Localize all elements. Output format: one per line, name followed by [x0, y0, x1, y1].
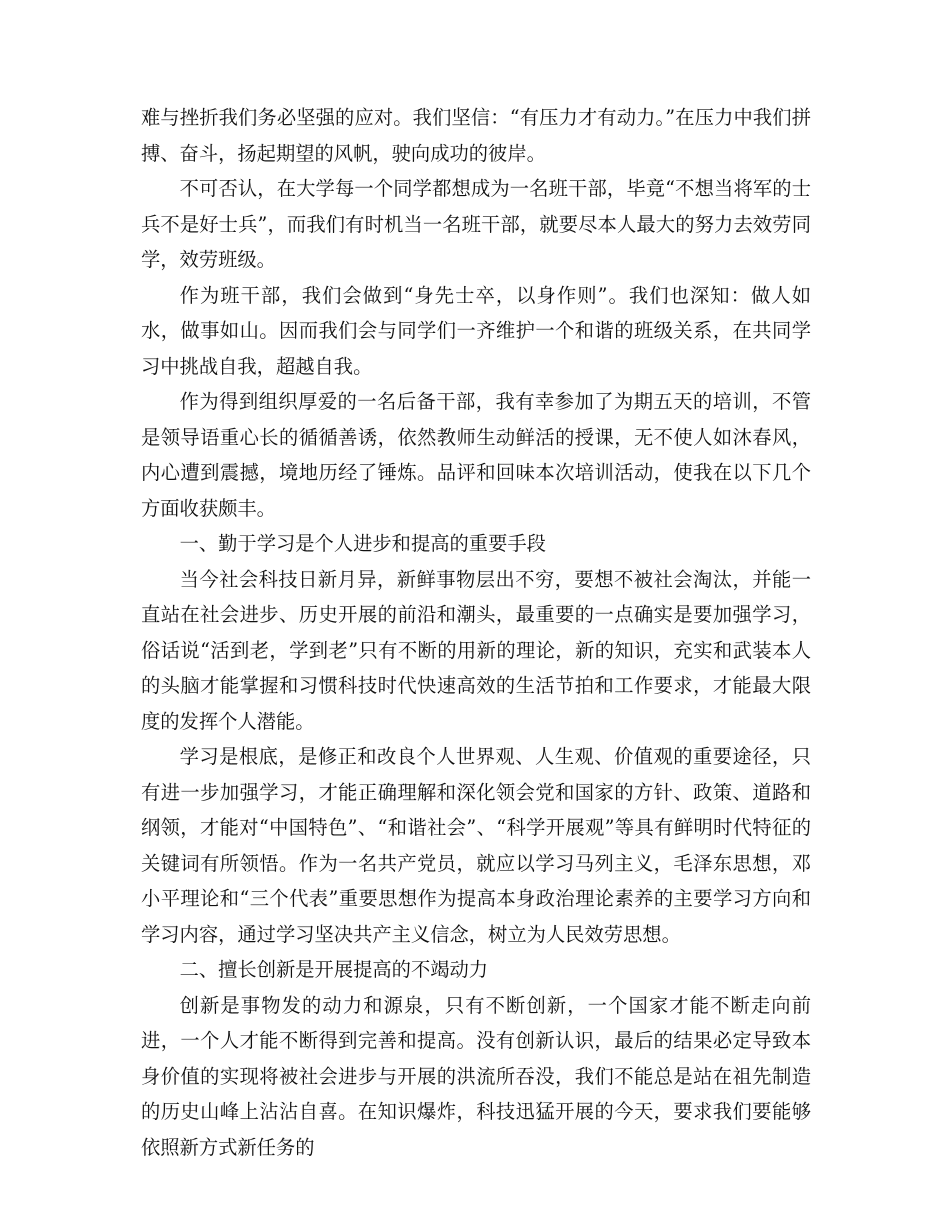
- document-page: [141, 100, 811, 1165]
- section-heading: 一、勤于学习是个人进步和提高的重要手段: [179, 532, 546, 555]
- paragraph: 当今社会科技日新月异，新鲜事物层出不穷，要想不被社会淘汰，并能一直站在社会进步、历史开展的前沿和潮头，最重要的一点确实是要加强学习，俗话说“活到老，学到老”只有不断的用新的理论，新的知识，充实和武装本人的头脑才能掌握和习惯科技时代快速高效的生活节拍和工作要求，才能最大限度的发挥个人潜能。: [141, 567, 811, 733]
- paragraph: 学习是根底，是修正和改良个人世界观、人生观、价值观的重要途径，只有进一步加强学习，才能正确理解和深化领会党和国家的方针、政策、道路和纲领，才能对“中国特色”、“和谐社会”、“科学开展观”等具有鲜明时代特征的关键词有所领悟。作为一名共产党员，就应以学习马列主义，毛泽东思想，邓小平理论和“三个代表”重要思想作为提高本身政治理论素养的主要学习方向和学习内容，通过学习坚决共产主义信念，树立为人民效劳思想。: [141, 745, 811, 946]
- paragraph: 作为班干部，我们会做到“身先士卒，以身作则”。我们也深知：做人如水，做事如山。因而我们会与同学们一齐维护一个和谐的班级关系，在共同学习中挑战自我，超越自我。: [141, 283, 811, 378]
- paragraph: 创新是事物发的动力和源泉，只有不断创新，一个国家才能不断走向前进，一个人才能不断得到完善和提高。没有创新认识，最后的结果必定导致本身价值的实现将被社会进步与开展的洪流所吞没，我们不能总是站在祖先制造的历史山峰上沾沾自喜。在知识爆炸，科技迅猛开展的今天，要求我们要能够依照新方式新任务的: [141, 993, 811, 1159]
- section-heading: 二、擅长创新是开展提高的不竭动力: [179, 958, 489, 981]
- paragraph: 不可否认，在大学每一个同学都想成为一名班干部，毕竟“不想当将军的士兵不是好士兵”，而我们有时机当一名班干部，就要尽本人最大的努力去效劳同学，效劳班级。: [141, 177, 811, 271]
- paragraph: 难与挫折我们务必坚强的应对。我们坚信：“有压力才有动力。”在压力中我们拼搏、奋斗，扬起期望的风帆，驶向成功的彼岸。: [141, 106, 811, 165]
- paragraph: 作为得到组织厚爱的一名后备干部，我有幸参加了为期五天的培训，不管是领导语重心长的循循善诱，依然教师生动鲜活的授课，无不使人如沐春风，内心遭到震撼，境地历经了锤炼。品评和回味本次培训活动，使我在以下几个方面收获颇丰。: [141, 390, 811, 520]
